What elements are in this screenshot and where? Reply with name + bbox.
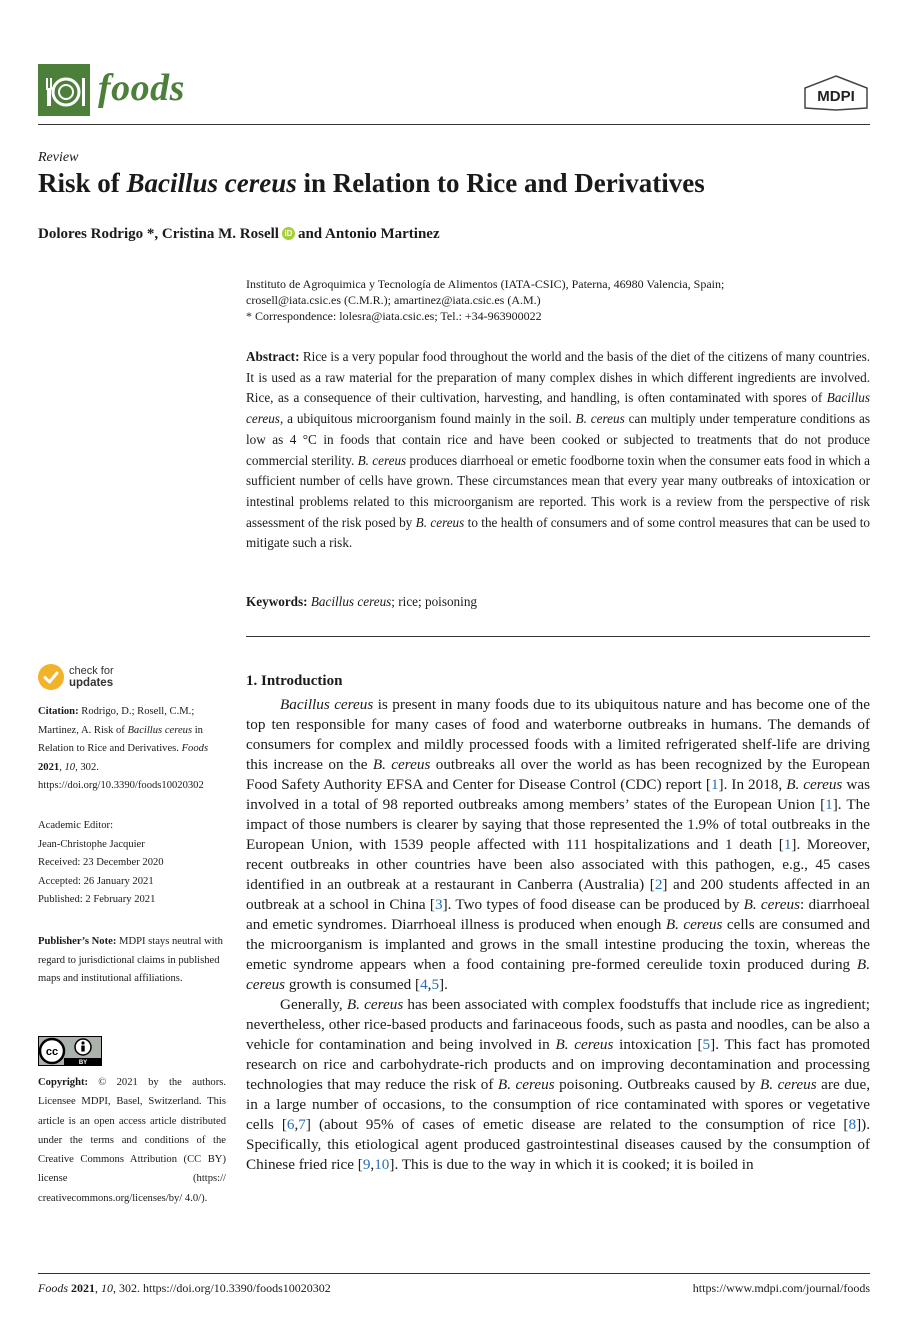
orcid-icon[interactable]: iD [282,227,295,240]
correspondence: * Correspondence: lolesra@iata.csic.es; Tel.: +34-963900022 [246,309,542,323]
reference-link[interactable]: 5 [431,976,440,993]
reference-link[interactable]: 4 [420,976,428,993]
intro-paragraph-2: Generally, B. cereus has been associated with complex foodstuffs that include rice as ingredient; nevertheless, other rice-based products and farinaceous foods, such as pasta and noodles, can be also a vehicle for contamination and being involved in B. cereus intoxication [5]. This fact has promoted research on rice and carbohydrate-rich products and on improving decontamination and processing technologies that may reduce the risk of B. cereus poisoning. Outbreaks caused by B. cereus are due, in a large number of occasions, to the consumption of rice contaminated with spores or vegetative cells [6,7] (about 95% of cases of emetic disease are related to the consumption of rice [8]). Specifically, this etiological agent produced gastrointestinal diseases caused by the consumption of Chinese fried rice [9,10]. This is due to the way in which it is cooked; it is boiled in [246,996,871,1173]
abstract-divider [246,636,870,637]
article-type: Review [38,150,79,165]
reference-link[interactable]: 1 [710,776,719,793]
header-divider [38,124,870,125]
check-updates-icon [38,664,64,690]
copyright-notice: Copyright: © 2021 by the authors. Licensee MDPI, Basel, Switzerland. This article is an open access article distributed under the terms and conditions of the Creative Commons Attribution (CC BY) license (https:// creativecommons.org/licenses/by/ 4.0/). [38,1077,226,1204]
reference-link[interactable]: 5 [702,1036,711,1053]
citation-block: Citation: Rodrigo, D.; Rosell, C.M.; Martinez, A. Risk of Bacillus cereus in Relation to Rice and Derivatives. Foods 2021, 10, 302. https://doi.org/10.3390/foods10020302 [38,706,209,792]
citation-doi-link[interactable]: , 302. https://doi.org/10.3390/foods10020302 [38,761,204,792]
published-date: Published: 2 February 2021 [38,894,156,906]
affiliations [246,276,870,324]
article-title: Risk of Bacillus cereus in Relation to Rice and Derivatives [38,168,705,198]
intro-paragraph-1: Bacillus cereus is present in many foods due to its ubiquitous nature and has become one of the top ten responsible for many cases of food and waterborne outbreaks in humans. The demands of consumers for complex and mildly processed foods with a limited refrigerated shelf-life are driving this increase on the B. cereus outbreaks all over the world as has been recognized by the European Food Safety Authority EFSA and Center for Disease Control (CDC) report [1]. In 2018, B. cereus was involved in a total of 98 reported outbreaks among members’ states of the European Union [1]. The impact of those numbers is clearer by saying that those represented the 1.9% of total outbreaks in the European Union, with 1539 people affected with 111 hospitalizations and 1 death [1]. Moreover, recent outbreaks in other countries have been also associated with this pathogen, e.g., 45 cases identified in an outbreak at a restaurant in Canberra (Australia) [2] and 200 students affected in an outbreak at a school in China [3]. Two types of food disease can be produced by B. cereus: diarrhoeal and emetic syndromes. Diarrhoeal illness is produced when enough B. cereus cells are consumed and the microorganism is implanted and grows in the small intestine producing the toxin, whereas the emetic syndrome appears when a food containing pre-formed cereulide toxin produced during B. cereus growth is consumed [4,5]. [246,696,871,993]
publisher-name: MDPI [817,88,855,105]
abstract: Abstract: Rice is a very popular food throughout the world and the basis of the diet of the citizens of many countries. It is used as a raw material for the preparation of many complex dishes in which different ingredients are involved. Rice, as a consequence of their cultivation, harvesting, and handling, is often contaminated with spores of Bacillus cereus, a ubiquitous microorganism found mainly in the soil. B. cereus can multiply under temperature conditions as low as 4 °C in foods that contain rice and have been cooked or subjected to treatments that do not produce commercial sterility. B. cereus produces diarrhoeal or emetic foodborne toxin when the consumer eats food in which a sufficient number of cells have grown. These circumstances mean that every year many outbreaks of intoxication or intestinal problems related to this microorganism are reported. This work is a review from the perspective of risk assessment of the risk posed by B. cereus to the health of consumers and of some control measures that can be used to mitigate such a risk. [246,349,871,551]
author-list: Dolores Rodrigo *, Cristina M. Rosell iD and Antonio Martinez [38,226,440,242]
reference-link[interactable]: 8 [848,1116,857,1133]
academic-editor-name: Jean-Christophe Jacquier [38,838,145,850]
footer-citation: Foods 2021, 10, 302. https://doi.org/10.3390/foods10020302 [38,1281,331,1295]
editor-dates-block [38,817,226,910]
academic-editor-label: Academic Editor: [38,820,114,831]
received-date: Received: 23 December 2020 [38,857,164,869]
journal-name: foods [98,67,185,109]
reference-link[interactable]: 2 [654,876,663,893]
reference-link[interactable]: 10 [374,1156,390,1173]
mdpi-logo [803,74,869,112]
reference-link[interactable]: 6 [286,1116,295,1133]
journal-logo-icon [38,64,90,116]
check-updates-line1: check for [69,665,114,677]
footer-journal-url[interactable]: https://www.mdpi.com/journal/foods [692,1281,870,1295]
section-heading-introduction: 1. Introduction [246,673,343,689]
reference-link[interactable]: 1 [825,796,833,813]
introduction-text [246,695,870,1175]
accepted-date: Accepted: 26 January 2021 [38,875,154,887]
cc-by-license-icon[interactable] [38,1036,102,1066]
reference-link[interactable]: 1 [783,836,792,853]
publisher-note: Publisher’s Note: MDPI stays neutral with regard to jurisdictional claims in published maps and institutional affiliations. [38,936,223,985]
reference-link[interactable]: 9 [362,1156,371,1173]
reference-link[interactable]: 3 [434,896,443,913]
svg-text:cc: cc [45,1046,59,1058]
footer-doi-link[interactable]: , 302. https://doi.org/10.3390/foods10020302 [113,1281,331,1295]
keywords: Keywords: Bacillus cereus; rice; poisoning [246,594,478,609]
affiliation-emails[interactable]: crosell@iata.csic.es (C.M.R.); amartinez@iata.csic.es (A.M.) [246,293,541,307]
reference-link[interactable]: 7 [298,1116,306,1133]
affiliation-line: Instituto de Agroquimica y Tecnología de Alimentos (IATA-CSIC), Paterna, 46980 Valencia, Spain; [246,277,725,291]
check-updates-line2: updates [69,677,114,689]
footer-divider [38,1273,870,1274]
svg-text:BY: BY [78,1060,88,1066]
